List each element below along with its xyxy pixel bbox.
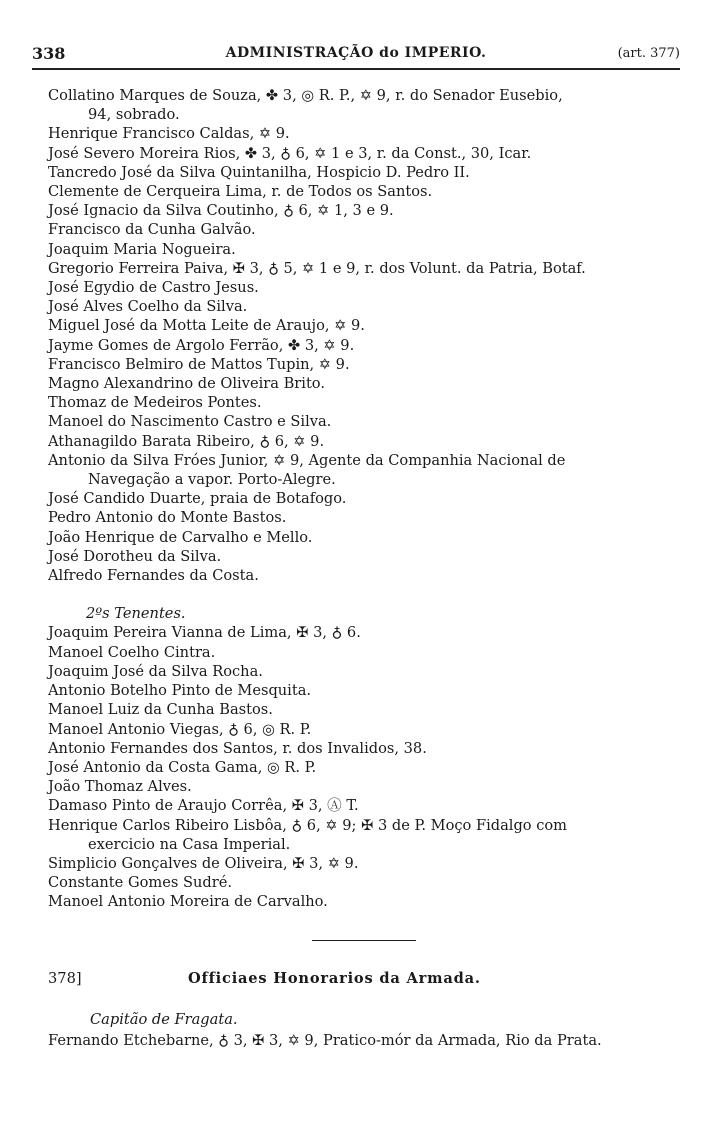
officer-entry: Tancredo José da Silva Quintanilha, Hospicio D. Pedro II. — [48, 163, 470, 181]
lieutenant-entry: Antonio Botelho Pinto de Mesquita. — [48, 682, 312, 700]
rank-heading-2nd-lieutenants: 2ºs Tenentes. — [86, 605, 186, 623]
officer-entry: João Henrique de Carvalho e Mello. — [48, 528, 313, 546]
page-header — [32, 40, 680, 70]
officer-entry: José Egydio de Castro Jesus. — [48, 279, 259, 297]
officer-entry: Alfredo Fernandes da Costa. — [48, 567, 259, 585]
officer-entry: Magno Alexandrino de Oliveira Brito. — [48, 375, 325, 393]
officer-entry: Gregorio Ferreira Paiva, ✠ 3, ♁ 5, ✡ 1 e 9, r. dos Volunt. da Patria, Botaf. — [48, 259, 586, 277]
officer-entry: Henrique Francisco Caldas, ✡ 9. — [48, 125, 290, 143]
section-divider — [312, 940, 416, 941]
officer-entry: José Candido Duarte, praia de Botafogo. — [48, 490, 347, 508]
article-number: 378] — [48, 970, 82, 987]
officer-entry: Jayme Gomes de Argolo Ferrão, ✤ 3, ✡ 9. — [48, 336, 355, 354]
lieutenant-entry: Antonio Fernandes dos Santos, r. dos Invalidos, 38. — [48, 739, 427, 757]
officer-entry: Pedro Antonio do Monte Bastos. — [48, 509, 287, 527]
lieutenant-entry: Manoel Luiz da Cunha Bastos. — [48, 701, 273, 719]
lieutenant-entry: Damaso Pinto de Araujo Corrêa, ✠ 3, Ⓐ T. — [48, 797, 359, 815]
officer-entry: Manoel do Nascimento Castro e Silva. — [48, 413, 332, 431]
section-title: Officiaes Honorarios da Armada. — [188, 970, 481, 987]
honorary-officer-entry: Fernando Etchebarne, ♁ 3, ✠ 3, ✡ 9, Pratico-mór da Armada, Rio da Prata. — [48, 1032, 602, 1049]
lieutenant-entry: Simplicio Gonçalves de Oliveira, ✠ 3, ✡ 9. — [48, 854, 359, 872]
lieutenant-entry: João Thomaz Alves. — [48, 778, 192, 796]
officer-entry: Miguel José da Motta Leite de Araujo, ✡ 9. — [48, 317, 365, 335]
officer-entry: Francisco da Cunha Galvão. — [48, 221, 256, 239]
officer-entry: Antonio da Silva Fróes Junior, ✡ 9, Agente da Companhia Nacional de Navegação a vapor. Porto-Alegre. — [48, 451, 566, 489]
lieutenant-entry: Manoel Antonio Viegas, ♁ 6, ◎ R. P. — [48, 720, 312, 738]
officer-entry: Joaquim Maria Nogueira. — [48, 240, 236, 258]
officer-entry: Francisco Belmiro de Mattos Tupin, ✡ 9. — [48, 355, 350, 373]
officer-entry: José Dorotheu da Silva. — [48, 547, 222, 565]
officer-entry: Athanagildo Barata Ribeiro, ♁ 6, ✡ 9. — [48, 432, 325, 450]
lieutenant-entry: Joaquim José da Silva Rocha. — [48, 662, 263, 680]
officer-entry: Clemente de Cerqueira Lima, r. de Todos os Santos. — [48, 183, 433, 201]
lieutenant-entry: Constante Gomes Sudré. — [48, 874, 232, 892]
officer-entry: Collatino Marques de Souza, ✤ 3, ◎ R. P., ✡ 9, r. do Senador Eusebio, 94, sobrado. — [48, 87, 563, 124]
officer-entry: José Severo Moreira Rios, ✤ 3, ♁ 6, ✡ 1 e 3, r. da Const., 30, Icar. — [48, 144, 532, 162]
running-title: ADMINISTRAÇÃO do IMPERIO. — [225, 45, 487, 61]
article-reference: (art. 377) — [617, 46, 680, 61]
officer-entry: José Alves Coelho da Silva. — [48, 298, 248, 316]
page-number: 338 — [32, 44, 66, 63]
officer-list — [48, 86, 683, 912]
lieutenant-entry: Joaquim Pereira Vianna de Lima, ✠ 3, ♁ 6. — [48, 624, 361, 642]
lieutenant-entry: Manoel Coelho Cintra. — [48, 643, 216, 661]
lieutenant-entry: Manoel Antonio Moreira de Carvalho. — [48, 893, 328, 911]
lieutenant-entry: Henrique Carlos Ribeiro Lisbôa, ♁ 6, ✡ 9; ✠ 3 de P. Moço Fidalgo com exercicio na Casa Imperial. — [48, 816, 568, 853]
officer-entry: José Ignacio da Silva Coutinho, ♁ 6, ✡ 1, 3 e 9. — [48, 202, 394, 220]
lieutenant-entry: José Antonio da Costa Gama, ◎ R. P. — [48, 758, 317, 776]
officer-entry: Thomaz de Medeiros Pontes. — [48, 394, 262, 412]
rank-heading-captain: Capitão de Fragata. — [90, 1011, 238, 1028]
